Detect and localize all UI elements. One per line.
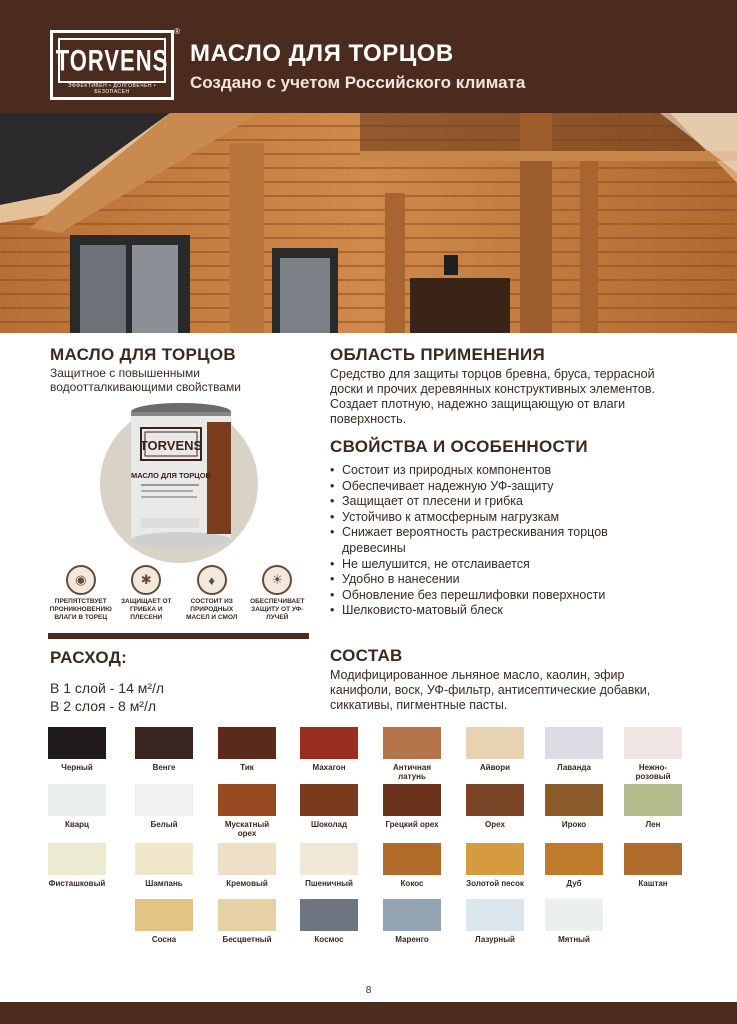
- swatch-label: Каштан: [638, 879, 668, 888]
- swatch-chip: [300, 843, 358, 875]
- page-number: 8: [365, 985, 372, 996]
- swatch-label: Бесцветный: [222, 935, 272, 944]
- swatch-chip: [466, 843, 524, 875]
- color-swatch: [466, 899, 524, 944]
- product-desc-line1: Защитное с повышенными: [50, 366, 200, 380]
- properties-list: [330, 463, 700, 619]
- swatch-label: Фисташковый: [48, 879, 106, 888]
- swatch-label: Кварц: [65, 820, 89, 829]
- swatch-chip: [383, 899, 441, 931]
- feature-moisture: [49, 565, 113, 635]
- color-swatch: [545, 784, 603, 829]
- color-swatch: [218, 784, 276, 838]
- swatch-chip: [135, 843, 193, 875]
- color-swatch: [300, 843, 358, 888]
- feature-label: ЗАЩИЩАЕТ ОТ ГРИБКА И ПЛЕСЕНИ: [120, 598, 172, 621]
- swatch-label: Тик: [240, 763, 254, 772]
- swatch-chip: [135, 727, 193, 759]
- color-swatch: [545, 843, 603, 888]
- swatch-chip: [48, 843, 106, 875]
- swatch-label: Дуб: [566, 879, 582, 888]
- color-swatch: [135, 727, 193, 772]
- header-subtitle: Создано с учетом Российского климата: [190, 73, 526, 92]
- swatch-chip: [545, 784, 603, 816]
- list-item: • Шелковисто-матовый блеск: [330, 603, 700, 619]
- composition-title: СОСТАВ: [330, 646, 403, 665]
- list-item: • Устойчиво к атмосферным нагрузкам: [330, 510, 700, 526]
- drops-icon: ♦: [197, 565, 227, 595]
- swatch-chip: [218, 843, 276, 875]
- swatch-label: Шоколад: [310, 820, 348, 829]
- product-title: МАСЛО ДЛЯ ТОРЦОВ: [50, 345, 236, 364]
- swatch-chip: [383, 784, 441, 816]
- color-swatch: [466, 727, 524, 772]
- swatch-label: Ироко: [561, 820, 587, 829]
- swatch-chip: [466, 727, 524, 759]
- can-brand-text: TORVENS: [139, 438, 203, 453]
- header-title: МАСЛО ДЛЯ ТОРЦОВ: [190, 40, 454, 67]
- swatch-label: Белый: [150, 820, 178, 829]
- swatch-label: Сосна: [151, 935, 177, 944]
- torvens-logo: [50, 27, 180, 100]
- color-swatch: [135, 784, 193, 829]
- swatch-chip: [624, 727, 682, 759]
- composition-text: Модифицированное льняное масло, каолин, эфир канифоли, воск, УФ-фильтр, антисептические добавки, сиккативы, пигментные пасты.: [330, 668, 651, 712]
- swatch-chip: [300, 784, 358, 816]
- feature-icons-row: [48, 565, 310, 635]
- swatch-chip: [300, 899, 358, 931]
- color-swatch: [383, 899, 441, 944]
- swatch-chip: [545, 727, 603, 759]
- list-item: • Удобно в нанесении: [330, 572, 700, 588]
- consumption-title: РАСХОД:: [50, 648, 128, 667]
- color-swatch: [218, 727, 276, 772]
- feature-label: ПРЕПЯТСТВУЕТ ПРОНИКНОВЕНИЮ ВЛАГИ В ТОРЕЦ: [49, 598, 112, 621]
- swatch-label: Айвори: [479, 763, 511, 772]
- footer-bar: [0, 1002, 737, 1024]
- list-item: • Состоит из природных компонентов: [330, 463, 700, 479]
- swatch-chip: [48, 784, 106, 816]
- swatch-label: Пшеничный: [305, 879, 353, 888]
- swatch-chip: [545, 843, 603, 875]
- registered-mark: ®: [174, 27, 180, 36]
- oil-can-image: [127, 402, 235, 550]
- swatch-label: Махагон: [312, 763, 346, 772]
- feature-natural: [180, 565, 244, 635]
- swatch-label: Орех: [485, 820, 505, 829]
- list-item: • Обновление без перешлифовки поверхности: [330, 588, 700, 604]
- logo-wordmark: TORVENS: [55, 42, 169, 77]
- swatch-label: Шампань: [145, 879, 183, 888]
- feature-uv: [245, 565, 309, 635]
- color-swatch: [48, 843, 106, 888]
- feature-label: ОБЕСПЕЧИВАЕТ ЗАЩИТУ ОТ УФ-ЛУЧЕЙ: [250, 598, 305, 621]
- color-swatch: [624, 843, 682, 888]
- color-swatch: [135, 843, 193, 888]
- swatch-label: Античная латунь: [392, 763, 432, 781]
- consumption-line1: В 1 слой - 14 м²/л: [50, 680, 165, 696]
- house-illustration: [0, 113, 737, 333]
- wooden-house-photo: [0, 113, 737, 333]
- mold-icon: ✱: [131, 565, 161, 595]
- swatch-chip: [48, 727, 106, 759]
- swatch-chip: [383, 727, 441, 759]
- swatch-chip: [135, 784, 193, 816]
- list-item: • Защищает от плесени и грибка: [330, 494, 700, 510]
- logo-tagline: ЭФФЕКТИВЕН • ДОЛГОВЕЧЕН • БЕЗОПАСЕН: [67, 83, 157, 95]
- color-swatch: [466, 843, 524, 888]
- swatch-label: Лаванда: [557, 763, 591, 772]
- color-swatch: [218, 899, 276, 944]
- product-desc-line2: водоотталкивающими свойствами: [50, 380, 241, 394]
- feature-mold: [114, 565, 178, 635]
- color-swatch: [383, 843, 441, 888]
- list-item: • Снижает вероятность растрескивания торцов древесины: [330, 525, 642, 556]
- color-swatch: [383, 727, 441, 781]
- swatch-label: Нежно-розовый: [635, 763, 671, 781]
- swatch-label: Мускатный орех: [224, 820, 270, 838]
- divider-bar: [48, 633, 309, 639]
- swatch-label: Маренго: [395, 935, 429, 944]
- application-text: Средство для защиты торцов бревна, бруса, террасной доски и прочих деревянных конструктивных элементов. Создает плотную, надежно защищающую от влаги поверхность.: [330, 367, 655, 426]
- swatch-chip: [624, 784, 682, 816]
- list-item: • Обеспечивает надежную УФ-защиту: [330, 479, 700, 495]
- page-header: [0, 0, 737, 113]
- color-swatch: [218, 843, 276, 888]
- color-swatch: [624, 784, 682, 829]
- color-swatch: [48, 784, 106, 829]
- swatch-label: Золотой песок: [466, 879, 524, 888]
- swatch-chip: [300, 727, 358, 759]
- can-label-text: МАСЛО ДЛЯ ТОРЦОВ: [131, 471, 211, 480]
- swatch-label: Венге: [152, 763, 176, 772]
- swatch-chip: [624, 843, 682, 875]
- color-swatch: [300, 899, 358, 944]
- swatch-label: Лен: [645, 820, 661, 829]
- swatch-chip: [218, 899, 276, 931]
- feature-label: СОСТОИТ ИЗ ПРИРОДНЫХ МАСЕЛ И СМОЛ: [186, 598, 238, 621]
- color-swatch: [545, 899, 603, 944]
- swatch-chip: [466, 899, 524, 931]
- application-title: ОБЛАСТЬ ПРИМЕНЕНИЯ: [330, 345, 545, 364]
- log-end-icon: ◉: [66, 565, 96, 595]
- swatch-chip: [383, 843, 441, 875]
- swatch-chip: [135, 899, 193, 931]
- color-swatch: [624, 727, 682, 781]
- uv-shield-icon: ☀: [262, 565, 292, 595]
- properties-title: СВОЙСТВА И ОСОБЕННОСТИ: [330, 437, 588, 456]
- swatch-chip: [545, 899, 603, 931]
- swatch-label: Лазурный: [475, 935, 515, 944]
- swatch-label: Кокос: [400, 879, 424, 888]
- swatch-label: Грецкий орех: [385, 820, 439, 829]
- color-swatch: [466, 784, 524, 829]
- swatch-chip: [218, 784, 276, 816]
- swatch-chip: [466, 784, 524, 816]
- color-swatch: [48, 727, 106, 772]
- swatch-label: Кремовый: [226, 879, 268, 888]
- swatch-label: Космос: [314, 935, 344, 944]
- color-swatch: [300, 727, 358, 772]
- swatch-label: Мятный: [558, 935, 590, 944]
- color-swatch: [545, 727, 603, 772]
- color-swatch: [135, 899, 193, 944]
- consumption-line2: В 2 слоя - 8 м²/л: [50, 698, 157, 714]
- swatch-label: Черный: [61, 763, 93, 772]
- list-item: • Не шелушится, не отслаивается: [330, 557, 700, 573]
- swatch-chip: [218, 727, 276, 759]
- color-swatch: [383, 784, 441, 829]
- color-swatch: [300, 784, 358, 829]
